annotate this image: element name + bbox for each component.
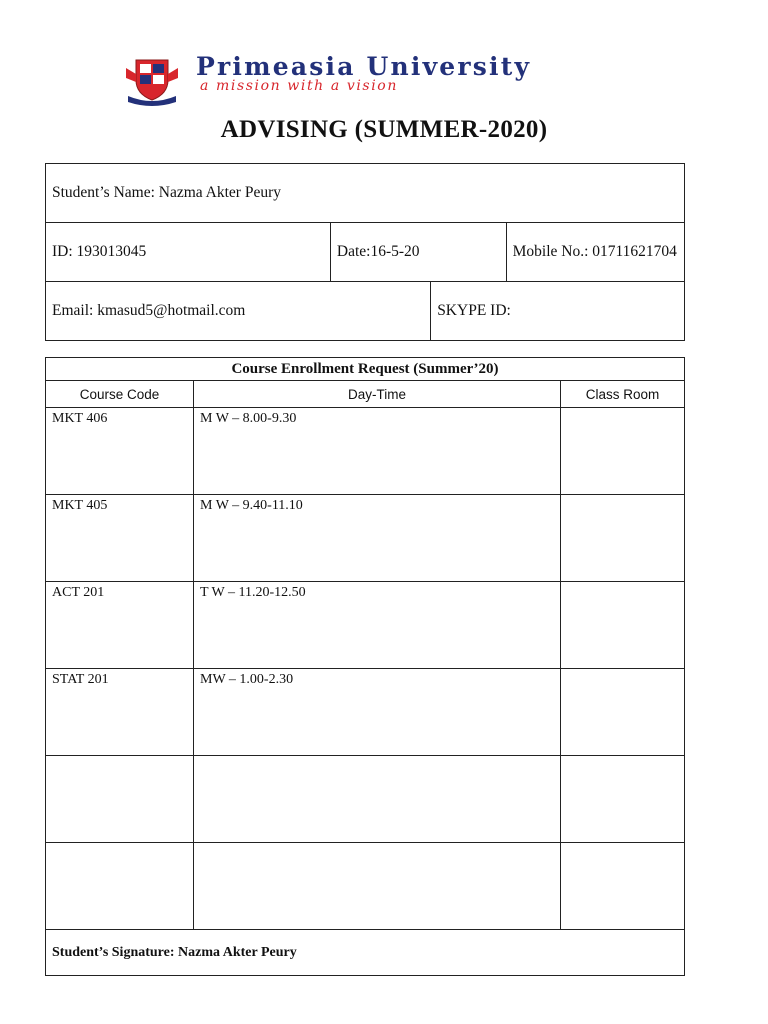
university-header — [120, 52, 650, 108]
student-info-table — [45, 163, 685, 341]
column-header-course-code: Course Code — [46, 381, 194, 408]
column-header-day-time: Day-Time — [194, 381, 561, 408]
day-time-cell: T W – 11.20-12.50 — [194, 582, 561, 669]
class-room-cell — [561, 582, 685, 669]
course-code-cell — [46, 756, 194, 843]
university-motto: a mission with a vision — [200, 78, 398, 94]
student-email: Email: kmasud5@hotmail.com — [46, 282, 431, 341]
day-time-cell: M W – 9.40-11.10 — [194, 495, 561, 582]
course-code-cell — [46, 843, 194, 930]
course-code-cell: MKT 405 — [46, 495, 194, 582]
day-time-cell — [194, 843, 561, 930]
table-row — [46, 669, 685, 756]
table-row — [46, 843, 685, 930]
day-time-cell: MW – 1.00-2.30 — [194, 669, 561, 756]
course-code-cell: MKT 406 — [46, 408, 194, 495]
column-header-class-room: Class Room — [561, 381, 685, 408]
mobile-number: Mobile No.: 01711621704 — [506, 223, 684, 282]
class-room-cell — [561, 669, 685, 756]
university-crest-icon — [122, 56, 182, 106]
enrollment-caption: Course Enrollment Request (Summer’20) — [46, 358, 685, 381]
student-signature: Student’s Signature: Nazma Akter Peury — [46, 930, 685, 976]
course-code-cell: ACT 201 — [46, 582, 194, 669]
advising-date: Date:16-5-20 — [330, 223, 506, 282]
course-enrollment-table — [45, 357, 685, 976]
day-time-cell: M W – 8.00-9.30 — [194, 408, 561, 495]
table-row — [46, 408, 685, 495]
page-title: ADVISING (SUMMER-2020) — [220, 116, 548, 143]
skype-id: SKYPE ID: — [431, 282, 685, 341]
table-row — [46, 756, 685, 843]
day-time-cell — [194, 756, 561, 843]
class-room-cell — [561, 843, 685, 930]
table-row — [46, 582, 685, 669]
student-id: ID: 193013045 — [46, 223, 331, 282]
class-room-cell — [561, 495, 685, 582]
student-name: Student’s Name: Nazma Akter Peury — [46, 164, 685, 223]
university-name: Primeasia University — [196, 52, 532, 81]
table-row — [46, 495, 685, 582]
class-room-cell — [561, 408, 685, 495]
class-room-cell — [561, 756, 685, 843]
course-code-cell: STAT 201 — [46, 669, 194, 756]
